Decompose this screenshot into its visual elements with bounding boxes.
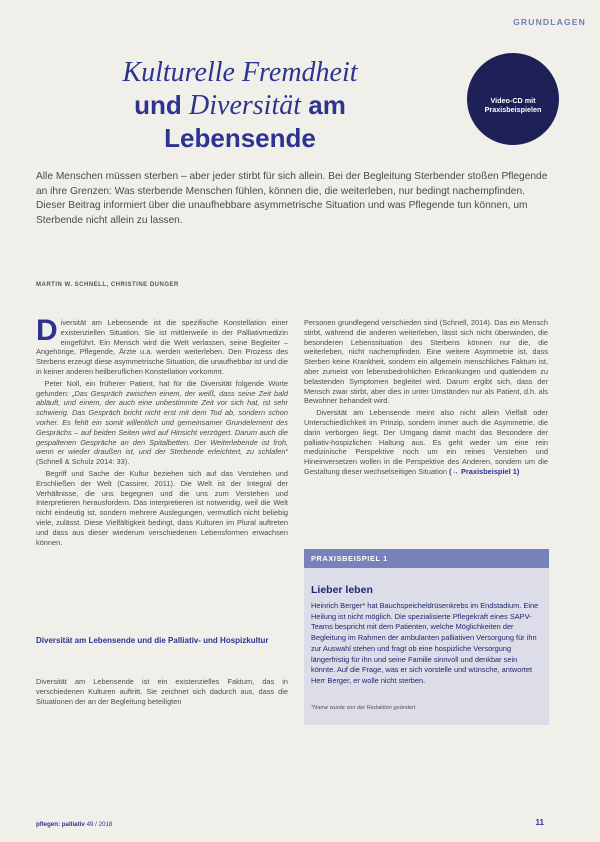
paragraph-1-text: iversität am Lebensende ist die spezifische Konstellation einer existenziellen Situation. Sie ist mittlerweile in der Palliativmedizin eingeführt. Ein Mensch wird die Welt verlassen, seine Begleiter – Angehörige, Pflegende, Ärzte u.a. werden weiterleben. Den Prozess des Sterbens erzeugt diese asymmetrische Situation, die unaufhebbar ist und die in keiner anderen heilberuflichen Konstellation vorkommt. (36, 318, 288, 376)
svg-text:MATERIAL: MATERIAL (482, 53, 542, 77)
title-line-2 (60, 89, 420, 122)
paragraph-2-text: Peter Noll, ein früherer Patient, hat für die Diversität folgende Worte gefunden: (36, 378, 288, 398)
paragraph-5-text: Diversität am Lebensende meint also nicht allein Vielfalt oder Unterschiedlichkeit im Prinzip, sondern immer auch die Asymmetrie, die darin verborgen liegt. Der Umgang damit macht das Besondere der palliativ-hospizlichen Haltung aus. Es geht weder um eine rein medizinische Perspektive noch um ein reines Verstehen und Hineinversetzen wollen in die Perspektive des Anderen, sondern um die Gestaltung dieser wechselseitigen Situation (304, 408, 548, 476)
box-footnote: *Name wurde von der Redaktion geändert (311, 705, 416, 711)
badge-line-2: Praxisbeispielen (484, 105, 542, 114)
material-badge (467, 53, 559, 145)
subheading-diversitaet: Diversität am Lebensende und die Palliativ- und Hospizkultur (36, 636, 269, 645)
title-line-1: Kulturelle Fremdheit (122, 57, 358, 88)
article-title (60, 57, 420, 154)
praxisbeispiel-box (304, 549, 549, 725)
section-tag: GRUNDLAGEN (513, 17, 586, 27)
paragraph-1 (36, 314, 288, 377)
title-line-3: Lebensende (164, 123, 316, 153)
lead-paragraph: Alle Menschen müssen sterben – aber jeder stirbt für sich allein. Bei der Begleitung Sterbender stoßen Pflegende an ihre Grenzen: Was sterbende Menschen fühlen, können die, die weiterleben, nur bedingt nachempfinden. Dieser Beitrag informiert über die unaufhebbare asymmetrische Situation und was Pflegende tun können, um Sterbende nicht allein zu lassen. (36, 171, 548, 226)
footer-journal: pflegen: palliativ (36, 821, 85, 828)
badge-text (467, 96, 559, 114)
page-number: 11 (535, 818, 544, 827)
box-header: PRAXISBEISPIEL 1 (304, 549, 549, 568)
box-body: Heinrich Berger* hat Bauchspeicheldrüsenkrebs im Endstadium. Eine Heilung ist nicht möglich. Die spezialisierte Pflegekraft eines SAPV-Teams bespricht mit dem Patienten, welche Möglichkeiten der Begleitung im Rahmen der ambulanten palliativen Versorgung für ihn zur Auswahl stehen und fragt ob eine hospizliche Versorgung längerfristig für ihn und seine Familie sinnvoll und denkbar sein könnte. Auf die Frage, was er sich vorstelle und wünsche, antwortet Herr Berger, er wolle nicht sterben. (311, 601, 539, 685)
title-word-und: und (134, 90, 182, 120)
footer-issue: 49 / 2018 (86, 821, 113, 828)
paragraph-5 (304, 408, 548, 477)
box-title: Lieber leben (311, 584, 373, 596)
column-2-body (304, 318, 548, 479)
paragraph-3-text: Begriff und Sache der Kultur beziehen sich auf das Verstehen und Erschließen der Welt (Cassirer, 2011). Die Welt ist der Integral der Verhältnisse, die uns begegnen und die uns zum Verstehen und Interpretieren herausfordern. Das interpretieren ist notwendig, weil die Welt nicht eindeutig ist, sondern mehrere Auslegungen, vermutlich nicht beliebig viele, zulässt. Diese Vielfältigkeit bedingt, dass Kulturen im Plural auftreten und dass aus dieser wiederum verschiedenen Lebensformen erwachsen können. (36, 468, 289, 547)
authors: MARTIN W. SCHNELL, CHRISTINE DUNGER (36, 282, 179, 288)
column-1-continuation: Diversität am Lebensende ist ein existenzielles Faktum, das in verschiedenen Kulturen auftritt. Sie zeichnet sich dadurch aus, dass die Situationen der an der Begleitung beteiligten (36, 677, 288, 706)
column-1-body (36, 314, 289, 549)
noll-quote: „Das Gespräch zwischen einem, der weiß, dass seine Zeit bald abläuft, und einem, der auch eine unbestimmte Zeit vor sich hat, ist sehr schwierig. Das Gespräch bricht nicht erst mit dem Tod ab, sondern schon vorher. Es fehlt ein somit willentlich und gemeinsamer Grundelement des Gesprächs – auf beiden Seiten wird auf Hinsicht verzögert. Darum auch die gespaltenen Gespräche an den Spitalbetten. Der Weiterlebende ist froh, wenn er wieder draußen ist, und der Sterbende erleichtert, zu schlafen“ (36, 388, 288, 457)
title-word-diversitaet: Diversität (189, 90, 302, 121)
praxisbeispiel-reference: (→ Praxisbeispiel 1) (449, 466, 520, 476)
title-word-am: am (308, 90, 346, 120)
citation-schnell-schulz: (Schnell & Schulz 2014: 33). (36, 457, 130, 467)
drop-cap: D (36, 314, 58, 347)
badge-line-1: Video-CD mit (490, 96, 536, 105)
paragraph-3 (36, 469, 288, 547)
paragraph-4: Personen grundlegend verschieden sind (Schnell, 2014). Das ein Mensch stirbt, während die anderen weiterleben, lässt sich nicht überwinden, die besonderen Lebenssituation des Sterbens können nur die, die weiterleben, nicht nachempfinden. Eine weitere Asymmetrie ist, dass Sterben keine Krankheit, sondern ein allgemein menschliches Faktum ist, aber zumeist von lebensbedrohlichen Erkrankungen und quälendem zu belastenden Symptomen begleitet wird. Darum ergibt sich, dass der Mensch zwar stirbt, aber dies in unter Umständen nur als Patient, d.h. als Bewohner behandelt wird. (304, 318, 548, 406)
footer-publication (36, 821, 112, 828)
paragraph-2 (36, 379, 288, 467)
